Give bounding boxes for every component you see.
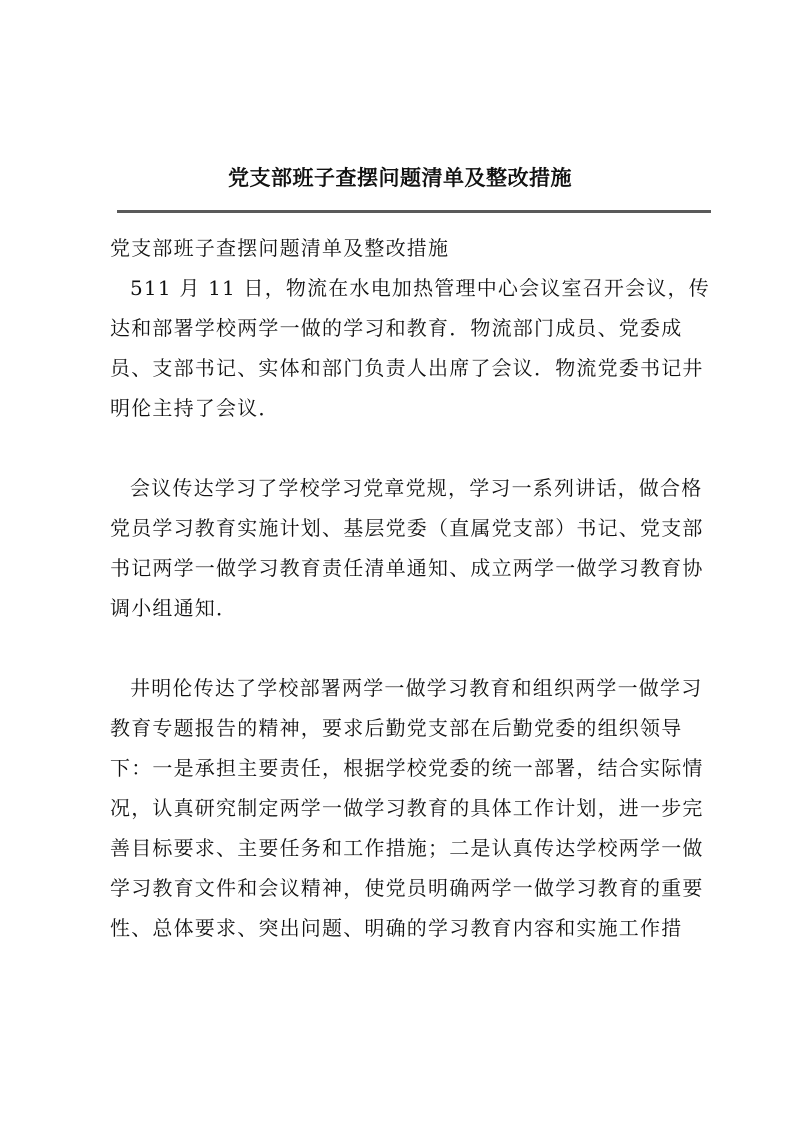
paragraph-2: 会议传达学习了学校学习党章党规，学习一系列讲话，做合格党员学习教育实施计划、基层党委（直属党支部）书记、党支部书记两学一做学习教育责任清单通知、成立两学一做学习教育协调小组通知．: [110, 476, 704, 620]
paragraph-3: 井明伦传达了学校部署两学一做学习教育和组织两学一做学习教育专题报告的精神，要求后勤党支部在后勤党委的组织领导下：一是承担主要责任，根据学校党委的统一部署，结合实际情况，认真研究制定两学一做学习教育的具体工作计划，进一步完善目标要求、主要任务和工作措施；二是认真传达学校两学一做学习教育文件和会议精神，使党员明确两学一做学习教育的重要性、总体要求、突出问题、明确的学习教育内容和实施工作措: [110, 676, 704, 940]
document-subtitle: 党支部班子查摆问题清单及整改措施: [110, 236, 450, 260]
paragraph-spacer: [110, 628, 718, 668]
document-body: [110, 228, 718, 948]
paragraph-spacer: [110, 428, 718, 468]
paragraph-1: 511 月 11 日，物流在水电加热管理中心会议室召开会议，传达和部署学校两学一做的学习和教育．物流部门成员、党委成员、支部书记、实体和部门负责人出席了会议．物流党委书记井明伦主持了会议．: [110, 276, 710, 420]
document-title: 党支部班子查摆问题清单及整改措施: [228, 165, 572, 190]
title-divider: [117, 210, 711, 213]
